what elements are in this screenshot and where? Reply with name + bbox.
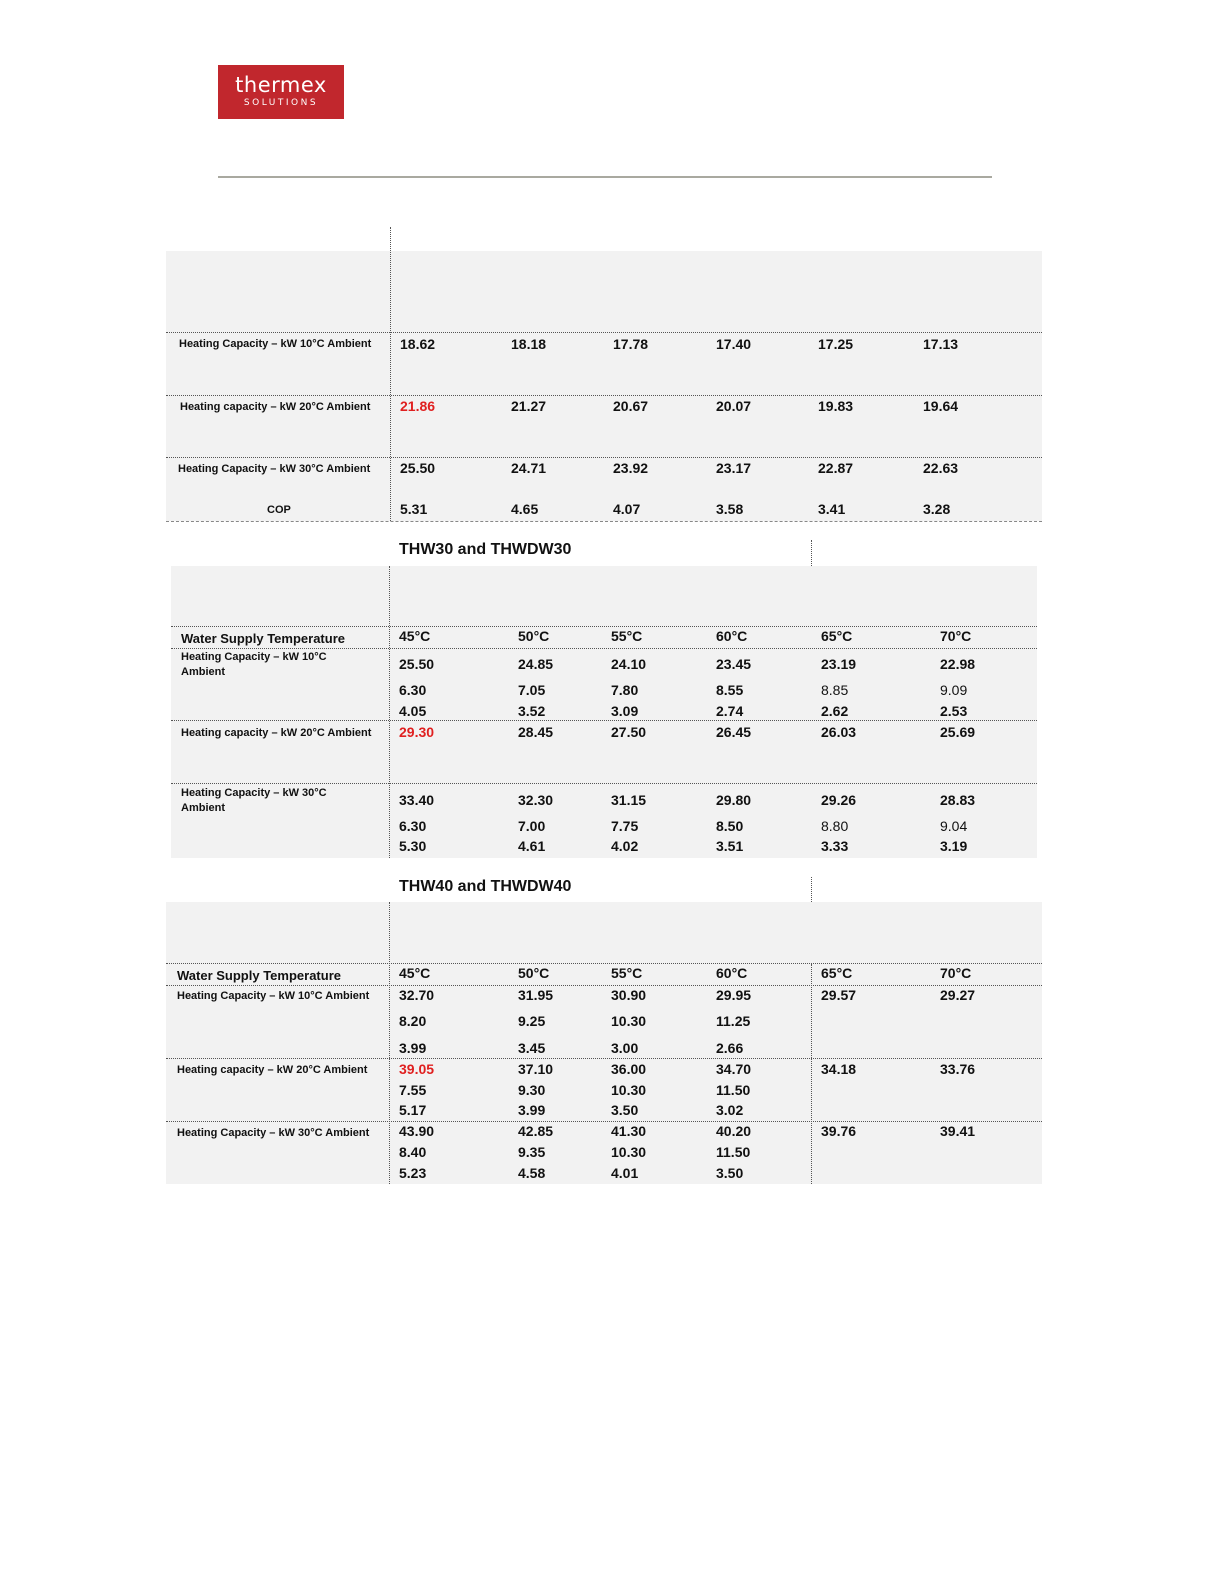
thermex-logo bbox=[218, 65, 344, 119]
table-3-rule bbox=[166, 1121, 1042, 1122]
table-2-title: THW30 and THWDW30 bbox=[399, 541, 572, 558]
value-cell: 26.45 bbox=[716, 724, 752, 740]
value-cell: 32.70 bbox=[399, 987, 435, 1003]
value-cell: 9.09 bbox=[940, 682, 968, 698]
temp-header: 55°C bbox=[611, 628, 643, 644]
value-cell: 22.98 bbox=[940, 656, 976, 672]
row-label: Heating Capacity – kW 10°C Ambient bbox=[181, 651, 327, 678]
value-cell: 21.27 bbox=[511, 398, 547, 414]
value-cell: 3.45 bbox=[518, 1040, 546, 1056]
value-cell: 8.85 bbox=[821, 682, 849, 698]
row-label: Heating Capacity – kW 30°C Ambient bbox=[177, 1127, 370, 1139]
value-cell: 3.02 bbox=[716, 1102, 744, 1118]
value-cell: 29.80 bbox=[716, 792, 752, 808]
table-1-rule bbox=[166, 521, 1042, 522]
water-supply-temperature-label: Water Supply Temperature bbox=[177, 968, 341, 983]
value-cell: 5.31 bbox=[400, 501, 428, 517]
value-cell: 17.13 bbox=[923, 336, 959, 352]
value-cell: 27.50 bbox=[611, 724, 647, 740]
value-cell: 4.02 bbox=[611, 838, 639, 854]
value-cell: 17.78 bbox=[613, 336, 649, 352]
value-cell: 10.30 bbox=[611, 1144, 647, 1160]
value-cell: 3.28 bbox=[923, 501, 951, 517]
value-cell: 23.19 bbox=[821, 656, 857, 672]
table-3-title: THW40 and THWDW40 bbox=[399, 878, 572, 895]
value-cell: 25.69 bbox=[940, 724, 976, 740]
value-cell: 3.41 bbox=[818, 501, 846, 517]
value-cell: 25.50 bbox=[400, 460, 436, 476]
value-cell: 22.87 bbox=[818, 460, 854, 476]
value-cell: 22.63 bbox=[923, 460, 959, 476]
value-cell: 24.71 bbox=[511, 460, 547, 476]
value-cell: 34.70 bbox=[716, 1061, 752, 1077]
value-cell: 39.76 bbox=[821, 1123, 857, 1139]
table-2-divider bbox=[389, 566, 390, 858]
temp-header: 50°C bbox=[518, 628, 550, 644]
value-cell: 3.99 bbox=[399, 1040, 427, 1056]
temp-header: 55°C bbox=[611, 965, 643, 981]
value-cell: 34.18 bbox=[821, 1061, 857, 1077]
row-label: Heating capacity – kW 20°C Ambient bbox=[180, 401, 371, 413]
value-cell: 6.30 bbox=[399, 818, 427, 834]
value-cell: 4.65 bbox=[511, 501, 539, 517]
value-cell: 9.25 bbox=[518, 1013, 546, 1029]
value-cell: 32.30 bbox=[518, 792, 554, 808]
value-cell: 7.05 bbox=[518, 682, 546, 698]
table-3-divider bbox=[389, 902, 390, 1184]
value-cell: 31.15 bbox=[611, 792, 647, 808]
value-cell: 8.40 bbox=[399, 1144, 427, 1160]
table-1-rule bbox=[166, 395, 1042, 396]
value-cell: 26.03 bbox=[821, 724, 857, 740]
row-label: Heating capacity – kW 20°C Ambient bbox=[177, 1064, 368, 1076]
value-cell: 39.41 bbox=[940, 1123, 976, 1139]
row-label: Heating capacity – kW 20°C Ambient bbox=[181, 727, 372, 739]
value-cell: 3.00 bbox=[611, 1040, 639, 1056]
value-cell: 31.95 bbox=[518, 987, 554, 1003]
value-cell: 19.64 bbox=[923, 398, 959, 414]
value-cell: 30.90 bbox=[611, 987, 647, 1003]
row-label: COP bbox=[267, 504, 291, 516]
table-3-rule bbox=[166, 963, 1042, 964]
value-cell: 29.26 bbox=[821, 792, 857, 808]
value-cell: 24.10 bbox=[611, 656, 647, 672]
value-cell: 17.40 bbox=[716, 336, 752, 352]
value-cell: 33.40 bbox=[399, 792, 435, 808]
value-cell: 10.30 bbox=[611, 1082, 647, 1098]
value-cell: 3.50 bbox=[611, 1102, 639, 1118]
table-1-divider bbox=[390, 227, 391, 521]
value-cell: 3.51 bbox=[716, 838, 744, 854]
value-cell: 36.00 bbox=[611, 1061, 647, 1077]
value-cell: 3.50 bbox=[716, 1165, 744, 1181]
value-cell: 10.30 bbox=[611, 1013, 647, 1029]
value-cell: 24.85 bbox=[518, 656, 554, 672]
temp-header: 65°C bbox=[821, 628, 853, 644]
value-cell: 43.90 bbox=[399, 1123, 435, 1139]
temp-header: 50°C bbox=[518, 965, 550, 981]
temp-header: 60°C bbox=[716, 628, 748, 644]
value-cell: 37.10 bbox=[518, 1061, 554, 1077]
table-1-shade bbox=[166, 251, 1042, 521]
table-3-rule bbox=[166, 985, 1042, 986]
value-cell: 4.61 bbox=[518, 838, 546, 854]
value-cell: 28.83 bbox=[940, 792, 976, 808]
value-cell: 9.04 bbox=[940, 818, 968, 834]
value-cell: 11.50 bbox=[716, 1144, 751, 1160]
row-label: Heating Capacity – kW 10°C Ambient bbox=[177, 990, 370, 1002]
value-cell: 20.67 bbox=[613, 398, 649, 414]
value-cell: 7.00 bbox=[518, 818, 546, 834]
value-cell: 19.83 bbox=[818, 398, 854, 414]
value-cell: 7.75 bbox=[611, 818, 639, 834]
value-cell: 41.30 bbox=[611, 1123, 647, 1139]
value-cell: 3.58 bbox=[716, 501, 744, 517]
value-cell: 20.07 bbox=[716, 398, 752, 414]
value-cell-highlight: 29.30 bbox=[399, 724, 435, 740]
value-cell: 2.74 bbox=[716, 703, 744, 719]
temp-header: 45°C bbox=[399, 628, 431, 644]
table-2-rule bbox=[171, 648, 1037, 649]
value-cell: 18.62 bbox=[400, 336, 436, 352]
value-cell: 40.20 bbox=[716, 1123, 752, 1139]
value-cell: 3.99 bbox=[518, 1102, 546, 1118]
value-cell: 4.05 bbox=[399, 703, 427, 719]
value-cell: 2.66 bbox=[716, 1040, 744, 1056]
value-cell: 6.30 bbox=[399, 682, 427, 698]
table-1-rule bbox=[166, 457, 1042, 458]
value-cell: 3.09 bbox=[611, 703, 639, 719]
value-cell: 23.17 bbox=[716, 460, 752, 476]
value-cell: 8.50 bbox=[716, 818, 744, 834]
value-cell: 11.50 bbox=[716, 1082, 751, 1098]
value-cell: 4.58 bbox=[518, 1165, 546, 1181]
value-cell-highlight: 39.05 bbox=[399, 1061, 435, 1077]
temp-header: 70°C bbox=[940, 628, 972, 644]
logo-sub: SOLUTIONS bbox=[243, 98, 319, 108]
value-cell: 4.07 bbox=[613, 501, 641, 517]
value-cell: 29.95 bbox=[716, 987, 752, 1003]
value-cell: 29.57 bbox=[821, 987, 857, 1003]
row-label: Heating Capacity – kW 10°C Ambient bbox=[179, 338, 372, 350]
table-1-rule bbox=[166, 332, 1042, 333]
value-cell: 5.17 bbox=[399, 1102, 427, 1118]
value-cell-highlight: 21.86 bbox=[400, 398, 436, 414]
value-cell: 28.45 bbox=[518, 724, 554, 740]
value-cell: 11.25 bbox=[716, 1013, 751, 1029]
water-supply-temperature-label: Water Supply Temperature bbox=[181, 631, 345, 646]
temp-header: 45°C bbox=[399, 965, 431, 981]
value-cell: 9.30 bbox=[518, 1082, 546, 1098]
table-2-title-divider bbox=[811, 540, 812, 566]
row-label: Heating Capacity – kW 30°C Ambient bbox=[181, 787, 327, 814]
value-cell: 2.62 bbox=[821, 703, 849, 719]
table-3-shade bbox=[166, 902, 1042, 1184]
value-cell: 8.80 bbox=[821, 818, 849, 834]
temp-header: 60°C bbox=[716, 965, 748, 981]
table-2-rule bbox=[171, 720, 1037, 721]
value-cell: 7.55 bbox=[399, 1082, 427, 1098]
value-cell: 5.30 bbox=[399, 838, 427, 854]
value-cell: 4.01 bbox=[611, 1165, 639, 1181]
table-2-rule bbox=[171, 626, 1037, 627]
value-cell: 23.45 bbox=[716, 656, 752, 672]
value-cell: 17.25 bbox=[818, 336, 854, 352]
table-3-rule bbox=[166, 1058, 1042, 1059]
value-cell: 18.18 bbox=[511, 336, 547, 352]
value-cell: 8.20 bbox=[399, 1013, 427, 1029]
value-cell: 3.52 bbox=[518, 703, 546, 719]
value-cell: 8.55 bbox=[716, 682, 744, 698]
temp-header: 65°C bbox=[821, 965, 853, 981]
value-cell: 29.27 bbox=[940, 987, 976, 1003]
value-cell: 3.33 bbox=[821, 838, 849, 854]
table-3-divider-2 bbox=[811, 964, 812, 1184]
row-label: Heating Capacity – kW 30°C Ambient bbox=[178, 463, 371, 475]
value-cell: 42.85 bbox=[518, 1123, 554, 1139]
table-2-rule bbox=[171, 783, 1037, 784]
value-cell: 5.23 bbox=[399, 1165, 427, 1181]
value-cell: 2.53 bbox=[940, 703, 968, 719]
value-cell: 25.50 bbox=[399, 656, 435, 672]
temp-header: 70°C bbox=[940, 965, 972, 981]
table-3-title-divider bbox=[811, 877, 812, 902]
value-cell: 33.76 bbox=[940, 1061, 976, 1077]
header-rule bbox=[218, 176, 992, 178]
value-cell: 23.92 bbox=[613, 460, 649, 476]
value-cell: 7.80 bbox=[611, 682, 639, 698]
value-cell: 3.19 bbox=[940, 838, 968, 854]
logo-brand: thermex bbox=[235, 73, 327, 97]
value-cell: 9.35 bbox=[518, 1144, 546, 1160]
